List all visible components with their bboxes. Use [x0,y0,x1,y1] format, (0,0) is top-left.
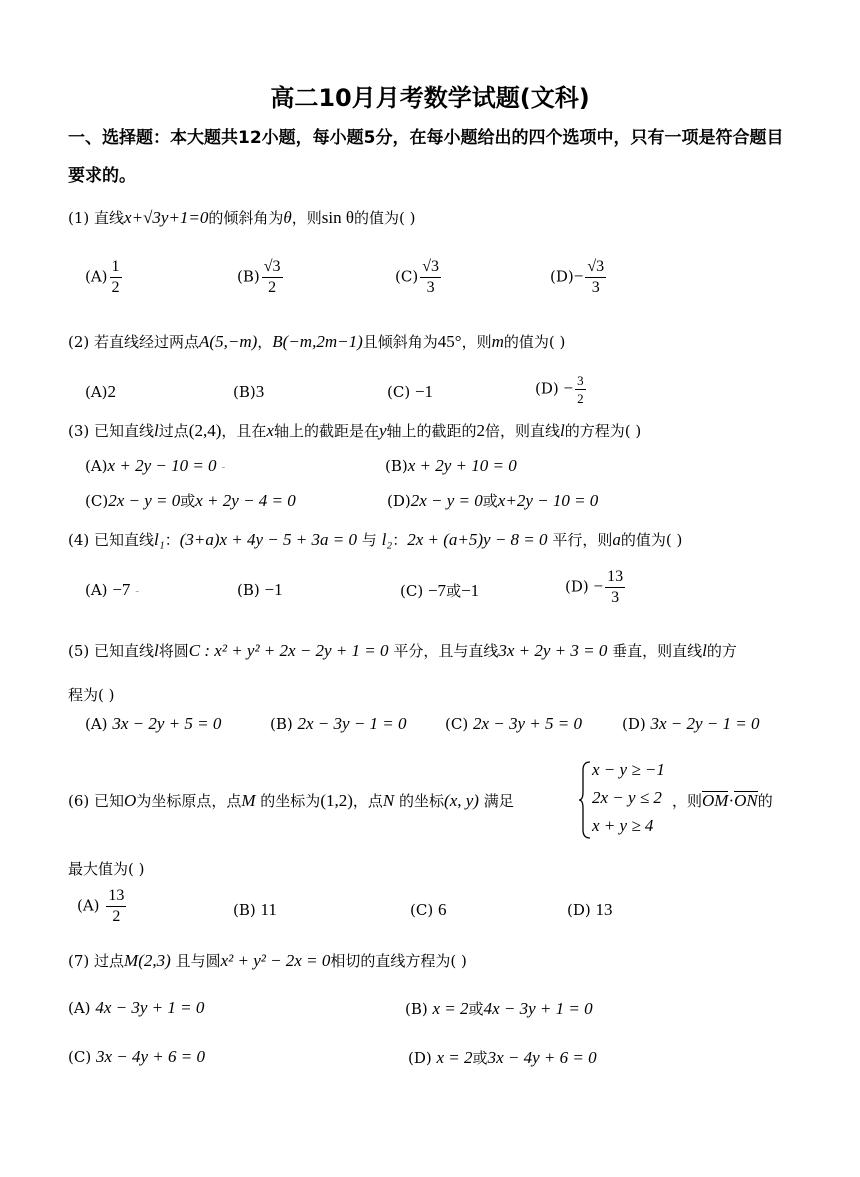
q2-option-c[interactable]: (C) −1 [387,382,434,401]
q5-option-c[interactable]: (C) 2x − 3y + 5 = 0 [445,714,582,733]
q7-option-a[interactable]: (A) 4x − 3y + 1 = 0 [68,998,205,1017]
q7-option-c[interactable]: (C) 3x − 4y + 6 = 0 [68,1047,205,1066]
section-heading: 一、选择题：本大题共12小题，每小题5分，在每小题给出的四个选项中，只有一项是符合题目要求的。 [68,128,784,186]
question-3: (3) 已知直线l过点(2,4)，且在x轴上的截距是在y轴上的截距的2倍，则直线l的方程为( ) [68,421,642,440]
q1-option-d[interactable]: (D)− $\frac{√3}{3}$ [550,258,605,296]
q6-option-c[interactable]: (C) 6 [410,900,447,919]
q3-option-d[interactable]: (D)2x − y = 0或x+2y − 10 = 0 [387,491,599,510]
q6-option-b[interactable]: (B) 11 [233,900,277,919]
question-2: (2) 若直线经过两点A(5,−m)，B(−m,2m−1)且倾斜角为45°，则m的值为( ) [68,332,566,351]
constraint-3: x + y ≥ 4 [592,816,654,835]
q7-option-d[interactable]: (D) x = 2或3x − 4y + 6 = 0 [408,1048,597,1067]
q5-option-a[interactable]: (A) 3x − 2y + 5 = 0 [85,714,222,733]
q2-option-d[interactable]: (D) − $\frac{3}{2}$ [535,373,584,406]
question-6-cont: 最大值为( ) [68,860,145,878]
q3-option-b[interactable]: (B)x + 2y + 10 = 0 [385,456,517,475]
q3-option-c[interactable]: (C)2x − y = 0或x + 2y − 4 = 0 [85,491,296,510]
q1-option-b[interactable]: (B) $\frac{√3}{2}$ [237,258,281,296]
q3-option-a[interactable]: (A)x + 2y − 10 = 0 - [85,456,226,475]
question-7: (7) 过点M(2,3) 且与圆x² + y² − 2x = 0相切的直线方程为( ) [68,951,467,970]
q4-option-b[interactable]: (B) −1 [237,580,283,599]
constraint-2: 2x − y ≤ 2 [592,788,662,807]
question-1: (1) 直线x+√3y+1=0的倾斜角为θ，则sin θ的值为( ) [68,208,416,227]
question-4: (4) 已知直线l₁：(3+a)x + 4y − 5 + 3a = 0 与 l₂：2x + (a+5)y − 8 = 0 平行，则a的值为( ) [68,530,683,549]
system-brace [578,760,592,840]
page-title: 高二10月月考数学试题(文科) [270,84,590,112]
question-6: (6) 已知O为坐标原点，点M 的坐标为(1,2)，点N 的坐标(x, y) 满足 [68,791,514,810]
q1-option-a[interactable]: (A) $\frac{1}{2}$ [85,258,120,296]
question-5-cont: 程为( ) [68,686,115,704]
q4-option-c[interactable]: (C) −7或−1 [400,581,480,600]
constraint-1: x − y ≥ −1 [592,760,665,779]
q5-option-b[interactable]: (B) 2x − 3y − 1 = 0 [270,714,407,733]
q6-option-a[interactable]: (A) $\frac{13}{2}$ [77,887,125,925]
q6-option-d[interactable]: (D) 13 [567,900,613,919]
q5-option-d[interactable]: (D) 3x − 2y − 1 = 0 [622,714,760,733]
q2-option-a[interactable]: (A)2 [85,382,117,401]
q1-option-c[interactable]: (C) $\frac{√3}{3}$ [395,258,439,296]
q4-option-d[interactable]: (D) − $\frac{13}{3}$ [565,568,624,606]
q7-option-b[interactable]: (B) x = 2或4x − 3y + 1 = 0 [405,999,593,1018]
q2-option-b[interactable]: (B)3 [233,382,265,401]
question-6-tail: ，则OM·ON的 [672,791,773,810]
question-5: (5) 已知直线l将圆C : x² + y² + 2x − 2y + 1 = 0 平分，且与直线3x + 2y + 3 = 0 垂直，则直线l的方 [68,641,737,660]
q4-option-a[interactable]: (A) −7 - [85,580,140,599]
